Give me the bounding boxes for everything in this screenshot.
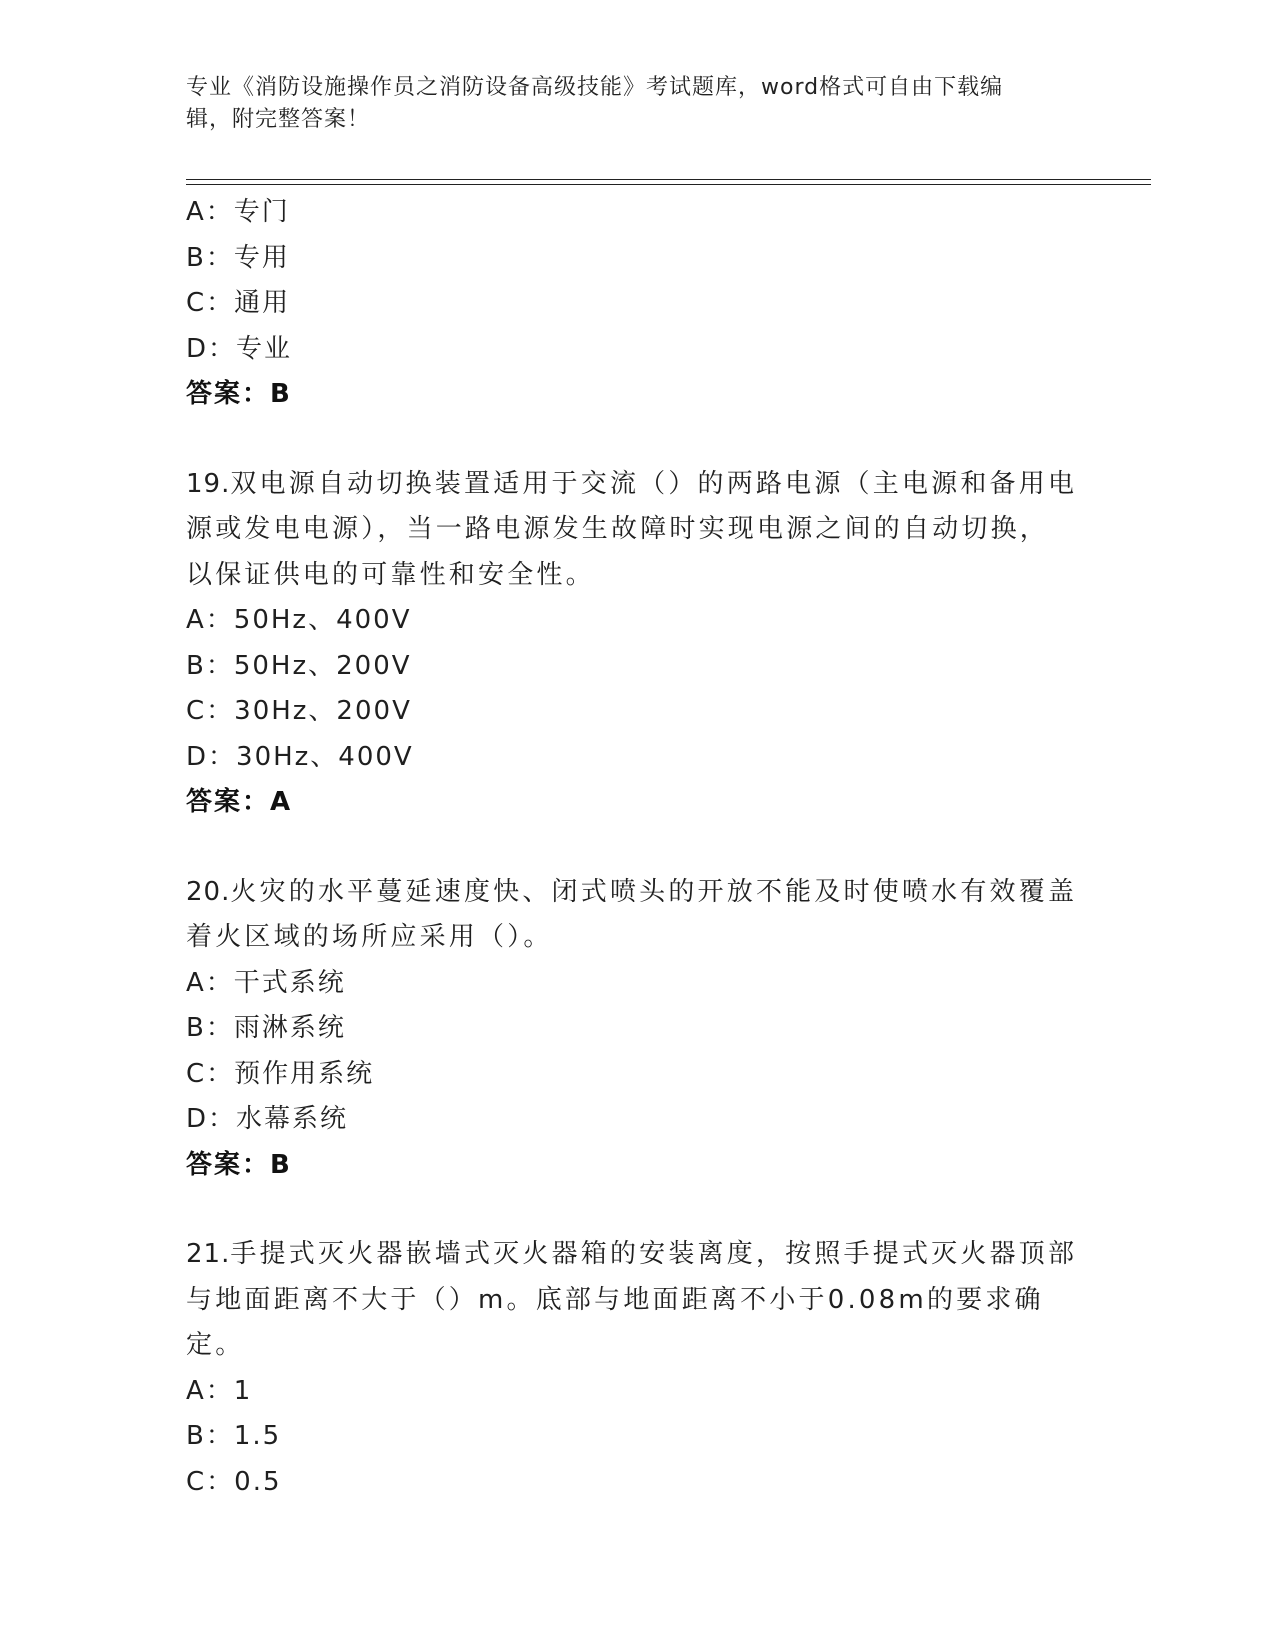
option-c: C：30Hz、200V (186, 696, 412, 726)
option-a: A：1 (186, 1375, 253, 1406)
question-line: 双电源自动切换装置适用于交流（）的两路电源（主电源和备用电 (230, 468, 1078, 499)
question-21 (186, 1232, 1086, 1505)
question-line: 着火区域的场所应采用（）。 (186, 922, 553, 952)
option-c: C：预作用系统 (186, 1058, 375, 1089)
question-20 (186, 870, 1086, 1189)
question-18 (186, 190, 1086, 418)
question-list (186, 190, 1086, 1505)
answer-line: 答案：B (186, 1149, 292, 1180)
question-line: 与地面距离不大于（）m。底部与地面距离不小于0.08m的要求确定。 (186, 1284, 1044, 1360)
option-a: A：50Hz、400V (186, 605, 412, 635)
option-c: C：通用 (186, 288, 291, 318)
option-b: B：专用 (186, 242, 290, 273)
answer-line: 答案：B (186, 379, 292, 409)
document-header (186, 72, 1066, 136)
option-c: C：0.5 (186, 1466, 282, 1497)
question-number: 20. (186, 876, 231, 907)
option-b: B：雨淋系统 (186, 1013, 346, 1043)
question-text (186, 462, 1086, 599)
question-number: 19. (186, 468, 231, 499)
option-d: D：水幕系统 (186, 1104, 349, 1134)
question-text (186, 1232, 1086, 1369)
option-a: A：专门 (186, 197, 290, 227)
question-number: 21. (186, 1239, 231, 1269)
question-19 (186, 462, 1086, 826)
header-line-2: 辑，附完整答案！ (186, 107, 371, 132)
option-d: D：30Hz、400V (186, 741, 414, 772)
header-rule-bottom (186, 184, 1151, 185)
option-b: B：50Hz、200V (186, 650, 412, 681)
option-d: D：专业 (186, 333, 293, 364)
question-text (186, 870, 1086, 961)
header-rule-top (186, 179, 1151, 180)
answer-line: 答案：A (186, 787, 293, 817)
question-line: 源或发电电源），当一路电源发生故障时实现电源之间的自动切换， (186, 514, 1050, 544)
option-b: B：1.5 (186, 1421, 282, 1451)
question-line: 以保证供电的可靠性和安全性。 (186, 559, 595, 590)
question-line: 火灾的水平蔓延速度快、闭式喷头的开放不能及时使喷水有效覆盖 (230, 876, 1078, 907)
question-line: 手提式灭火器嵌墙式灭火器箱的安装离度，按照手提式灭火器顶部 (230, 1239, 1078, 1269)
header-line-1: 专业《消防设施操作员之消防设备高级技能》考试题库，word格式可自由下载编 (186, 75, 1004, 100)
option-a: A：干式系统 (186, 967, 346, 998)
